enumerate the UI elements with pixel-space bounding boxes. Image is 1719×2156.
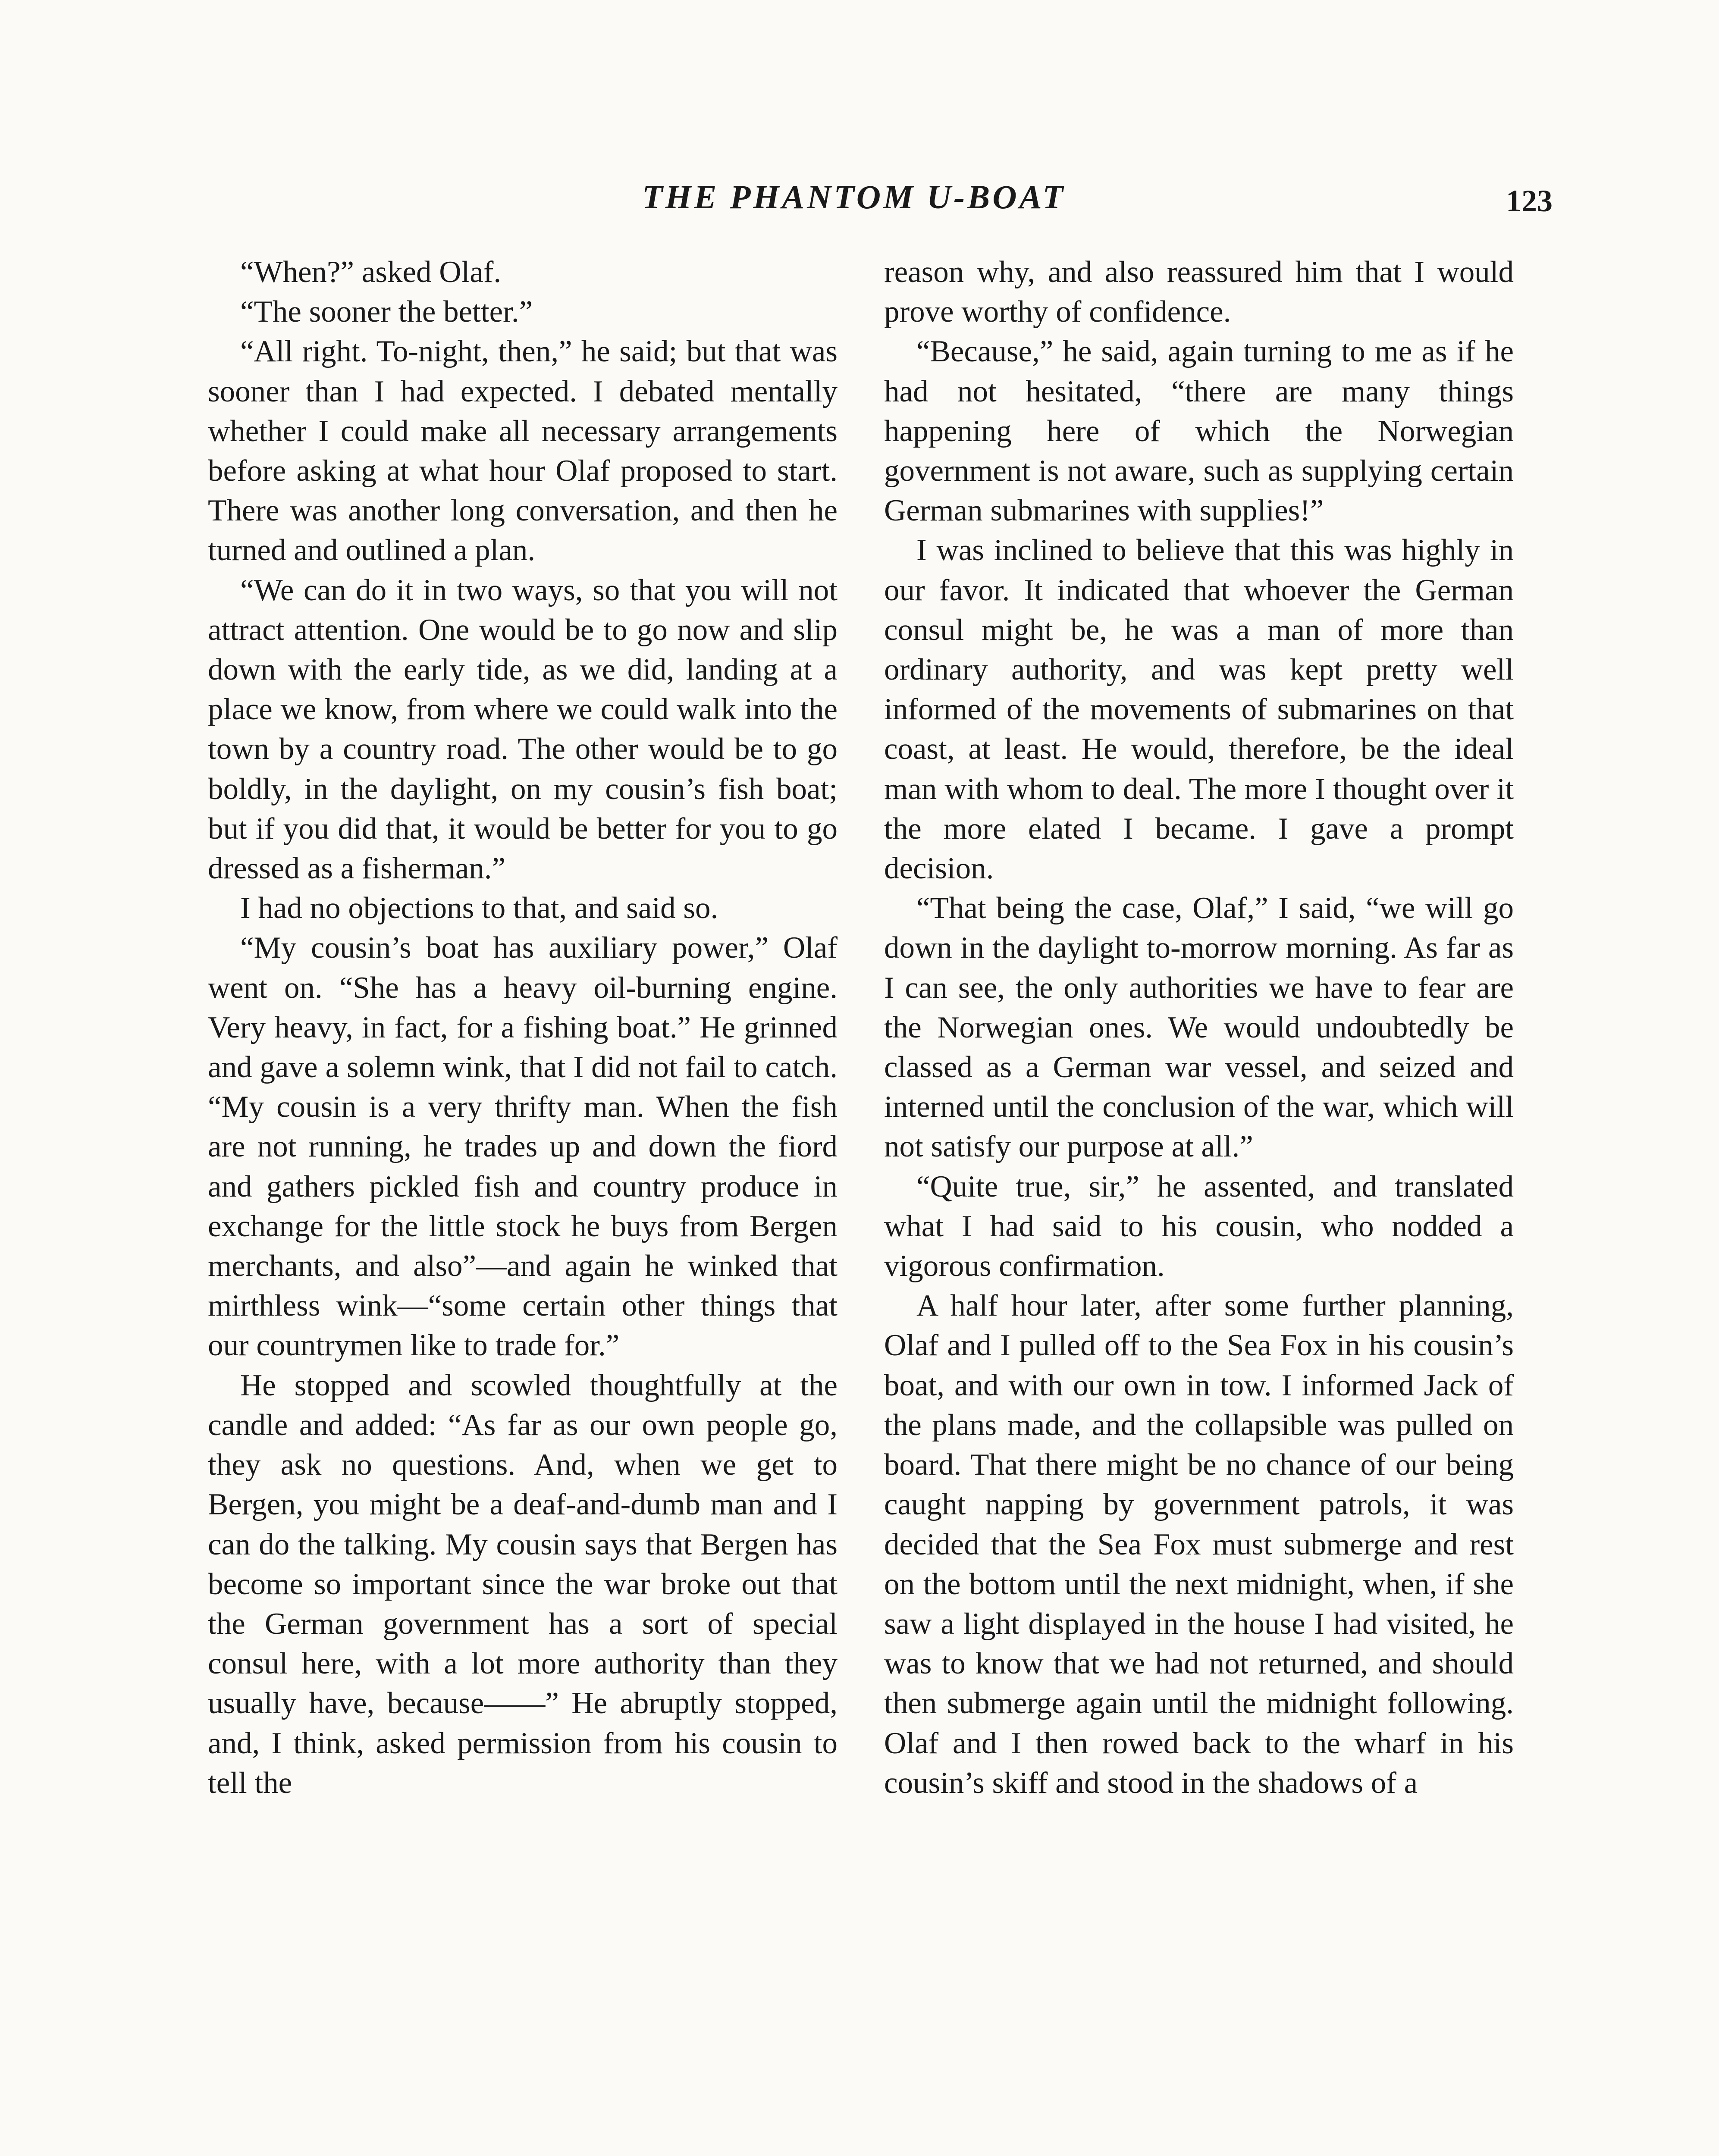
paragraph: “The sooner the better.”: [240, 295, 533, 329]
paragraph: A half hour later, after some further planning, Olaf and I pulled off to the Sea Fox in his cousin’s boat, and with our own in tow. I informed Jack of the plans made, and the collapsible was pulled on board. That there might be no chance of our being caught napping by government patrols, it was decided that the Sea Fox must submerge and rest on the bottom until the next midnight, when, if she saw a light displayed in the house I had visited, he was to know that we had not returned, and should then submerge again until the midnight following. Olaf and I then rowed back to the wharf in his cousin’s skiff and stood in the shadows of a: [884, 1289, 1514, 1800]
paragraph: He stopped and scowled thoughtfully at the candle and added: “As far as our own people go, they ask no questions. And, when we get to Bergen, you might be a deaf-and-dumb man and I can do the talking. My cousin says that Bergen has become so important since the war broke out that the German government has a sort of special consul here, with a lot more authority than they usually have, because——” He abruptly stopped, and, I think, asked permission from his cousin to tell the: [208, 1368, 838, 1800]
paragraph: “When?” asked Olaf.: [240, 255, 502, 289]
running-title: THE PHANTOM U-BOAT: [642, 178, 1066, 216]
paragraph: “Because,” he said, again turning to me as if he had not hesitated, “there are many things happening here of which the Norwegian government is not aware, such as supplying certain German submarines with supplies!”: [884, 335, 1514, 528]
right-column: [884, 252, 1514, 1803]
paragraph: I was inclined to believe that this was highly in our favor. It indicated that whoever the German consul might be, he was a man of more than ordinary authority, and was kept pretty well informed of the movements of submarines on that coast, at least. He would, therefore, be the ideal man with whom to deal. The more I thought over it the more elated I became. I gave a prompt decision.: [884, 533, 1514, 886]
paragraph: I had no objections to that, and said so.: [240, 891, 718, 925]
paragraph: “My cousin’s boat has auxiliary power,” Olaf went on. “She has a heavy oil-burning engine. Very heavy, in fact, for a fishing boat.” He grinned and gave a solemn wink, that I did not fail to catch. “My cousin is a very thrifty man. When the fish are not running, he trades up and down the fiord and gathers pickled fish and country produce in exchange for the little stock he buys from Bergen merchants, and also”—and again he winked that mirthless wink—“some certain other things that our countrymen like to trade for.”: [208, 931, 838, 1363]
page-number: 123: [1506, 184, 1553, 218]
paragraph-continued: reason why, and also reassured him that I would prove worthy of confidence.: [884, 255, 1514, 329]
paragraph: “That being the case, Olaf,” I said, “we will go down in the daylight to-morrow morning. As far as I can see, the only authorities we have to fear are the Norwegian ones. We would undoubtedly be classed as a German war vessel, and seized and interned until the conclusion of the war, which will not satisfy our purpose at all.”: [884, 891, 1514, 1164]
paragraph: “All right. To-night, then,” he said; but that was sooner than I had expected. I debated mentally whether I could make all necessary arrangements before asking at what hour Olaf proposed to start. There was another long conversation, and then he turned and outlined a plan.: [208, 335, 838, 567]
left-column: [208, 252, 838, 1803]
paragraph: “Quite true, sir,” he assented, and translated what I had said to his cousin, who nodded a vigorous confirmation.: [884, 1169, 1514, 1283]
paragraph: “We can do it in two ways, so that you will not attract attention. One would be to go now and slip down with the early tide, as we did, landing at a place we know, from where we could walk into the town by a country road. The other would be to go boldly, in the daylight, on my cousin’s fish boat; but if you did that, it would be better for you to go dressed as a fisherman.”: [208, 573, 838, 886]
